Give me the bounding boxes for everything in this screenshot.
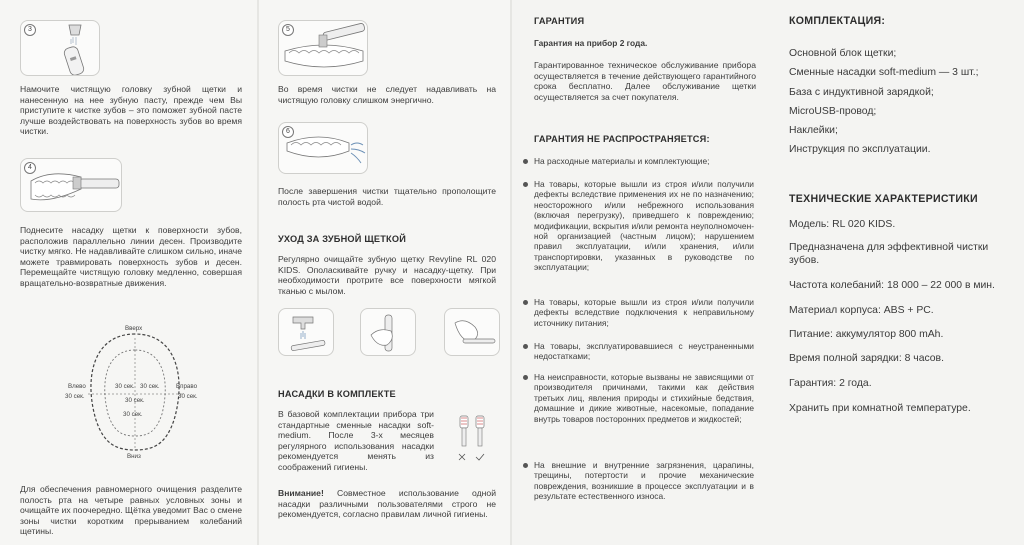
spec-storage: Хранить при комнатной температуре. (789, 403, 971, 414)
column-specs (774, 0, 1024, 545)
care-text: Регулярно очищайте зубную щетку Revyline RL 020 KIDS. Ополаскивайте ручку и насадку-щетку. При необходимости протрите все поверхности мягкой тканью с мылом. (278, 254, 496, 296)
spec-frequency: Частота колебаний: 18 000 – 22 000 в мин. (789, 280, 995, 291)
spec-charge-time: Время полной зарядки: 8 часов. (789, 353, 944, 364)
kit-item: Инструкция по эксплуатации. (789, 144, 931, 155)
brushing-zones-diagram (60, 320, 210, 460)
kit-item: Наклейки; (789, 125, 838, 136)
heads-title: НАСАДКИ В КОМПЛЕКТЕ (278, 389, 396, 399)
wiping-hand-icon (361, 309, 416, 356)
zone-time-2: 30 сек. (115, 383, 135, 390)
warranty-text: Гарантированное техническое обслуживание прибора осуществляется в течение действующего гарантийного срока бесплатно. Далее обслуживание щетки осуществляется за счет покупателя. (534, 60, 756, 102)
spec-model: Модель: RL 020 KIDS. (789, 219, 896, 230)
step-4-text: Поднесите насадку щетки к поверхности зубов, расположив параллельно линии десен. Производите чистку мягко. Не надавливайте слишком сильно, иначе можете травмировать поверхность зубов и десен. Перемещайте чистящую головку медленно, совершая вращательно-возвратные движения. (20, 225, 242, 288)
spec-material: Материал корпуса: ABS + PC. (789, 305, 934, 316)
zone-top-label: Вверх (125, 325, 143, 332)
step-5-number: 5 (282, 24, 294, 36)
spec-purpose: Предназначена для эффективной чистки зубов. (789, 242, 989, 266)
kit-title: КОМПЛЕКТАЦИЯ: (789, 15, 886, 27)
bullet-icon (523, 159, 528, 164)
zone-bottom-label: Вниз (127, 453, 141, 460)
zone-time-4: 30 сек. (125, 397, 145, 404)
bullet-icon (523, 344, 528, 349)
column-instructions-1 (0, 0, 258, 545)
attention-text (278, 488, 496, 520)
faucet-icon (279, 309, 334, 356)
not-covered-item: На товары, которые вышли из строя и/или получили дефекты вследствие применения их не по назначению; неосторожного и/или небрежного использования (включая перегрузку), приведшего к повреждению; модификации, вскрытия и/или ремонта неуполномоченной организацией (частным лицом); нарушением правил эксплуатации, и/или хранения, и/или транспортировки, указанных в руководстве по эксплуатации; (534, 179, 754, 273)
not-covered-title: ГАРАНТИЯ НЕ РАСПРОСТРАНЯЕТСЯ: (534, 134, 710, 144)
attention-label: Внимание! (278, 488, 324, 498)
zone-time-5: 30 сек. (178, 393, 198, 400)
brush-heads-icon (454, 414, 490, 464)
bullet-icon (523, 463, 528, 468)
zone-time-3: 30 сек. (140, 383, 160, 390)
spec-power: Питание: аккумулятор 800 mAh. (789, 329, 944, 340)
bullet-icon (523, 300, 528, 305)
step-3-number: 3 (24, 24, 36, 36)
kit-item: Сменные насадки soft-medium — 3 шт.; (789, 67, 979, 78)
kit-item: База с индуктивной зарядкой; (789, 87, 934, 98)
zone-time-1: 30 сек. (65, 393, 85, 400)
step-5-text: Во время чистки не следует надавливать на чистящую головку слишком энергично. (278, 84, 496, 105)
bullet-icon (523, 182, 528, 187)
step-3-text: Намочите чистящую головку зубной щетки и нанесенную на нее зубную пасту, прежде чем Вы приступите к чистке зубов – это поможет зубной пасте лучше воздействовать на поверхность зубов во время чистки. (20, 84, 242, 137)
not-covered-item: На товары, эксплуатировавшиеся с неустраненными недостатками; (534, 341, 754, 362)
heads-text: В базовой комплектации прибора три стандартные сменные насадки soft-medium. После 3-х месяцев регулярного использования насадки рекомендуется менять из соображений гигиены. (278, 409, 434, 472)
not-covered-item: На товары, которые вышли из строя и/или получили дефекты вследствие подключения к неправильному источнику питания; (534, 297, 754, 328)
step-5-illustration (278, 20, 368, 76)
care-rinse-illustration (278, 308, 334, 356)
step-4-illustration (20, 158, 122, 212)
zone-time-6: 30 сек. (123, 411, 143, 418)
not-covered-item: На неисправности, которые вызваны не зависящими от производителя причинами, такими как действия третьих лиц, явления природы и стихийные бедствия, домашние и дикие животные, насекомые, попадание внутрь товаров посторонних предметов и жидкостей; (534, 372, 754, 424)
zones-text: Для обеспечения равномерного очищения разделите полость рта на четыре равных условных зоны и очищайте их поочередно. Щётка уведомит Вас о смене зоны чистки коротким прерыванием колебаний щетины. (20, 484, 242, 537)
care-title: УХОД ЗА ЗУБНОЙ ЩЕТКОЙ (278, 234, 406, 244)
step-4-number: 4 (24, 162, 36, 174)
zone-right-label: Вправо (176, 383, 198, 390)
kit-item: MicroUSB-провод; (789, 106, 877, 117)
column-instructions-2 (258, 0, 508, 545)
step-6-illustration (278, 122, 368, 174)
warranty-title: ГАРАНТИЯ (534, 16, 585, 26)
not-covered-item: На расходные материалы и комплектующие; (534, 156, 710, 166)
spec-warranty: Гарантия: 2 года. (789, 378, 872, 389)
not-covered-item: На внешние и внутренние загрязнения, царапины, трещины, потертости и прочие механические повреждения, возникшие в процессе эксплуатации и в результате естественного износа. (534, 460, 754, 502)
spec-title: ТЕХНИЧЕСКИЕ ХАРАКТЕРИСТИКИ (789, 193, 978, 205)
kit-item: Основной блок щетки; (789, 48, 897, 59)
care-dry-illustration (444, 308, 500, 356)
warranty-period: Гарантия на прибор 2 года. (534, 38, 648, 48)
care-wipe-illustration (360, 308, 416, 356)
step-6-number: 6 (282, 126, 294, 138)
attention-body: Совместное использование одной насадки различными пользователями строго не рекомендуется, согласно правилам личной гигиены. (278, 488, 496, 520)
cloth-hand-icon (445, 309, 500, 356)
brushing-teeth-icon (21, 159, 122, 212)
bullet-icon (523, 375, 528, 380)
zone-left-label: Влево (68, 383, 86, 390)
step-3-illustration (20, 20, 100, 76)
step-6-text: После завершения чистки тщательно прополощите полость рта чистой водой. (278, 186, 496, 207)
